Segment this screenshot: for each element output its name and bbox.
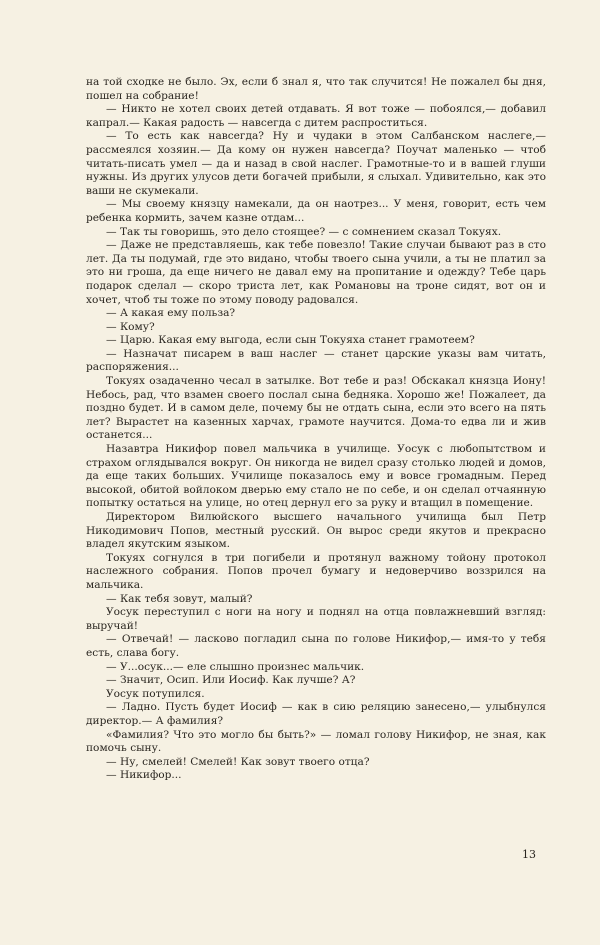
paragraph: — Никифор... — [106, 769, 182, 782]
paragraph: — Отвечай! — ласково погладил сына по голове Никифор,— имя-то у тебя есть, слава богу. — [86, 633, 546, 659]
paragraph: — Так ты говоришь, это дело стоящее? — с сомнением сказал Токуях. — [106, 225, 502, 238]
paragraph: — Царю. Какая ему выгода, если сын Токуяха станет грамотеем? — [106, 334, 475, 347]
paragraph: Директором Вилюйского высшего начального училища был Петр Никодимович Попов, местный русский. Он вырос среди якутов и прекрасно владел якутским языком. — [86, 511, 546, 551]
paragraph: Токуях озадаченно чесал в затылке. Вот тебе и раз! Обскакал князца Иону! Небось, рад, что взамен своего послал сына бедняка. Хорошо же! Пожалеет, да поздно будет. И в самом деле, почему бы не отдать сына, если это всего на пять лет? Вырастет на казенных харчах, грамоте научится. Дома-то едва ли и жив останется... — [86, 375, 546, 442]
paragraph: Назавтра Никифор повел мальчика в училище. Уосук с любопытством и страхом оглядывался вокруг. Он никогда не видел сразу столько людей и домов, да еще таких больших. Училище показалось ему и вовсе громадным. Перед высокой, обитой войлоком дверью ему стало не по себе, и он сделал отчаянную попытку остаться на улице, но отец дернул его за руку и втащил в помещение. — [86, 443, 546, 510]
paragraph: — Ладно. Пусть будет Иосиф — как в сию реляцию занесено,— улыбнулся директор.— А фамилия? — [86, 701, 546, 727]
paragraph: — Мы своему князцу намекали, да он наотрез... У меня, говорит, есть чем ребенка кормить, зачем казне отдам... — [86, 198, 546, 224]
paragraph: — У...осук...— еле слышно произнес мальчик. — [106, 660, 365, 673]
paragraph: — А какая ему польза? — [106, 307, 236, 320]
paragraph: Уосук переступил с ноги на ногу и поднял на отца повлажневший взгляд: выручай! — [86, 606, 546, 632]
paragraph: — Как тебя зовут, малый? — [106, 592, 253, 605]
page-number: 13 — [522, 848, 536, 861]
paragraph: — То есть как навсегда? Ну и чудаки в этом Салбанском наслеге,— рассмеялся хозяин.— Да кому он нужен навсегда? Поучат маленько — чтоб читать-писать умел — да и назад в свой наслег. Грамотные-то и в вашей глуши нужны. Из других улусов дети богачей прибыли, я слыхал. Удивительно, как это ваши не скумекали. — [86, 130, 546, 197]
paragraph: Токуях согнулся в три погибели и протянул важному тойону протокол наслежного собрания. Попов прочел бумагу и недоверчиво воззрился на мальчика. — [86, 551, 546, 591]
paragraph: Уосук потупился. — [106, 687, 205, 700]
paragraph: — Назначат писарем в ваш наслег — станет царские указы вам читать, распоряжения... — [86, 347, 546, 374]
paragraph: — Ну, смелей! Смелей! Как зовут твоего отца? — [106, 755, 370, 768]
page-body-text — [86, 76, 546, 783]
paragraph: — Никто не хотел своих детей отдавать. Я вот тоже — побоялся,— добавил капрал.— Какая радость — навсегда с дитем распроститься. — [86, 103, 546, 129]
paragraph: — Кому? — [106, 320, 155, 333]
paragraph: на той сходке не было. Эх, если б знал я, что так случится! Не пожалел бы дня, пошел на собрание! — [86, 76, 546, 102]
paragraph: «Фамилия? Что это могло бы быть?» — ломал голову Никифор, не зная, как помочь сыну. — [86, 728, 546, 755]
paragraph: — Даже не представляешь, как тебе повезло! Такие случаи бывают раз в сто лет. Да ты подумай, где это видано, чтобы твоего сына учили, а ты не платил за это ни гроша, да еще ничего не давал ему на пропитание и одежду? Тебе царь подарок сделал — скоро триста лет, как Романовы на троне сидят, вот он и хочет, чтоб ты тоже по этому поводу радовался. — [86, 239, 546, 306]
paragraph: — Значит, Осип. Или Иосиф. Как лучше? А? — [106, 674, 356, 687]
